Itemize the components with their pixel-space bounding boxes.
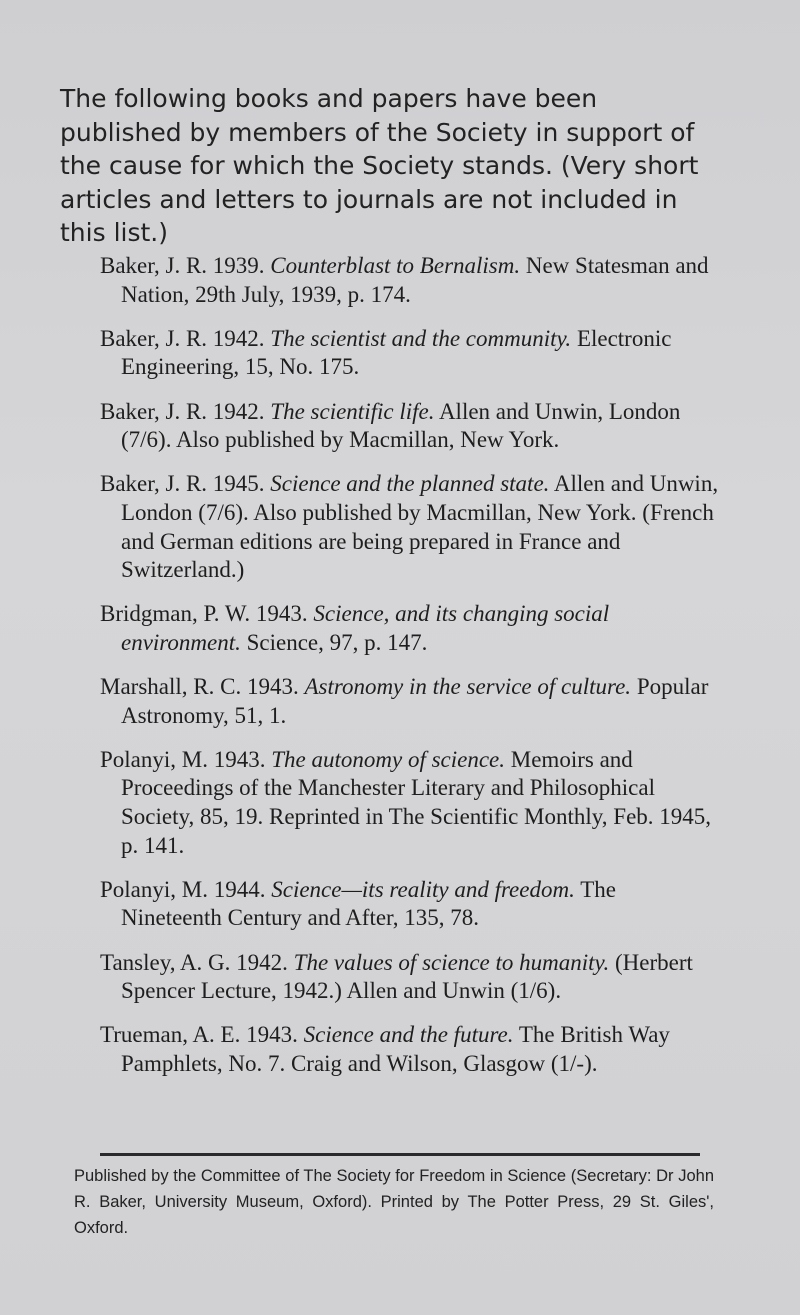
reference-details: Memoirs and Proceedings of the Manchester Literary and Philosophical Society, 85, 19. Reprinted in The Scientific Monthly, Feb. 1945, p. 141. <box>121 746 712 858</box>
reference-title: Science, and its changing social environment. <box>121 601 610 655</box>
reference-item <box>100 600 720 657</box>
footer-divider <box>100 1153 700 1156</box>
reference-title: The scientist and the community. <box>270 325 572 351</box>
reference-title: The values of science to humanity. <box>293 949 610 975</box>
reference-item <box>100 1021 720 1078</box>
reference-title: Science—its reality and freedom. <box>271 876 575 902</box>
reference-author: Baker, J. R. <box>100 471 208 497</box>
reference-author: Baker, J. R. <box>100 253 208 278</box>
reference-details: The Nineteenth Century and After, 135, 78. <box>121 876 616 931</box>
reference-details: (Herbert Spencer Lecture, 1942.) Allen and Unwin (1/6). <box>121 949 693 1004</box>
reference-item <box>100 470 720 584</box>
reference-details: Allen and Unwin, London (7/6). Also published by Macmillan, New York. (French and German editions are being prepared in France and Switzerland.) <box>121 471 719 583</box>
reference-year: 1942. <box>212 325 265 351</box>
reference-item <box>100 949 720 1006</box>
reference-author: Polanyi, M. <box>100 876 208 902</box>
reference-year: 1943. <box>246 1022 298 1048</box>
reference-year: 1943. <box>246 674 299 700</box>
reference-title: The scientific life. <box>270 398 435 424</box>
reference-year: 1942. <box>212 398 265 424</box>
reference-details: Science, 97, p. 147. <box>246 629 428 655</box>
reference-year: 1945. <box>212 471 265 497</box>
reference-item <box>100 673 720 730</box>
reference-year: 1944. <box>213 876 266 902</box>
reference-author: Baker, J. R. <box>100 325 208 351</box>
reference-year: 1943. <box>213 746 266 772</box>
reference-author: Trueman, A. E. <box>100 1022 241 1048</box>
reference-details: Popular Astronomy, 51, 1. <box>121 674 709 728</box>
publisher-footer: Published by the Committee of The Society for Freedom in Science (Secretary: Dr John R. Baker, University Museum, Oxford). Printed by The Potter Press, 29 St. Giles', Oxford. <box>74 1167 714 1237</box>
reference-item <box>100 876 720 933</box>
reference-details: The British Way Pamphlets, No. 7. Craig and Wilson, Glasgow (1/-). <box>121 1022 670 1076</box>
intro-paragraph: The following books and papers have been published by members of the Society in support of the cause for which the Society stands. (Very short articles and letters to journals are not included in this list.) <box>60 84 699 248</box>
reference-item <box>100 398 720 455</box>
reference-item <box>100 325 720 382</box>
reference-title: The autonomy of science. <box>271 746 506 772</box>
reference-title: Counterblast to Bernalism. <box>270 253 521 278</box>
reference-author: Marshall, R. C. <box>100 674 242 700</box>
reference-list <box>100 252 720 1094</box>
reference-title: Science and the planned state. <box>270 471 550 497</box>
reference-item <box>100 252 720 309</box>
reference-item <box>100 746 720 860</box>
reference-title: Astronomy in the service of culture. <box>304 674 632 700</box>
reference-details: Electronic Engineering, 15, No. 175. <box>121 325 672 380</box>
reference-details: Allen and Unwin, London (7/6). Also published by Macmillan, New York. <box>121 398 681 453</box>
reference-author: Tansley, A. G. <box>100 949 231 975</box>
reference-year: 1943. <box>255 601 308 627</box>
reference-year: 1942. <box>236 949 288 975</box>
reference-author: Polanyi, M. <box>100 746 208 772</box>
reference-author: Bridgman, P. W. <box>100 601 251 627</box>
reference-title: Science and the future. <box>303 1022 514 1048</box>
reference-year: 1939. <box>212 253 265 278</box>
reference-author: Baker, J. R. <box>100 398 208 424</box>
reference-details: New Statesman and Nation, 29th July, 1939, p. 174. <box>121 253 709 307</box>
